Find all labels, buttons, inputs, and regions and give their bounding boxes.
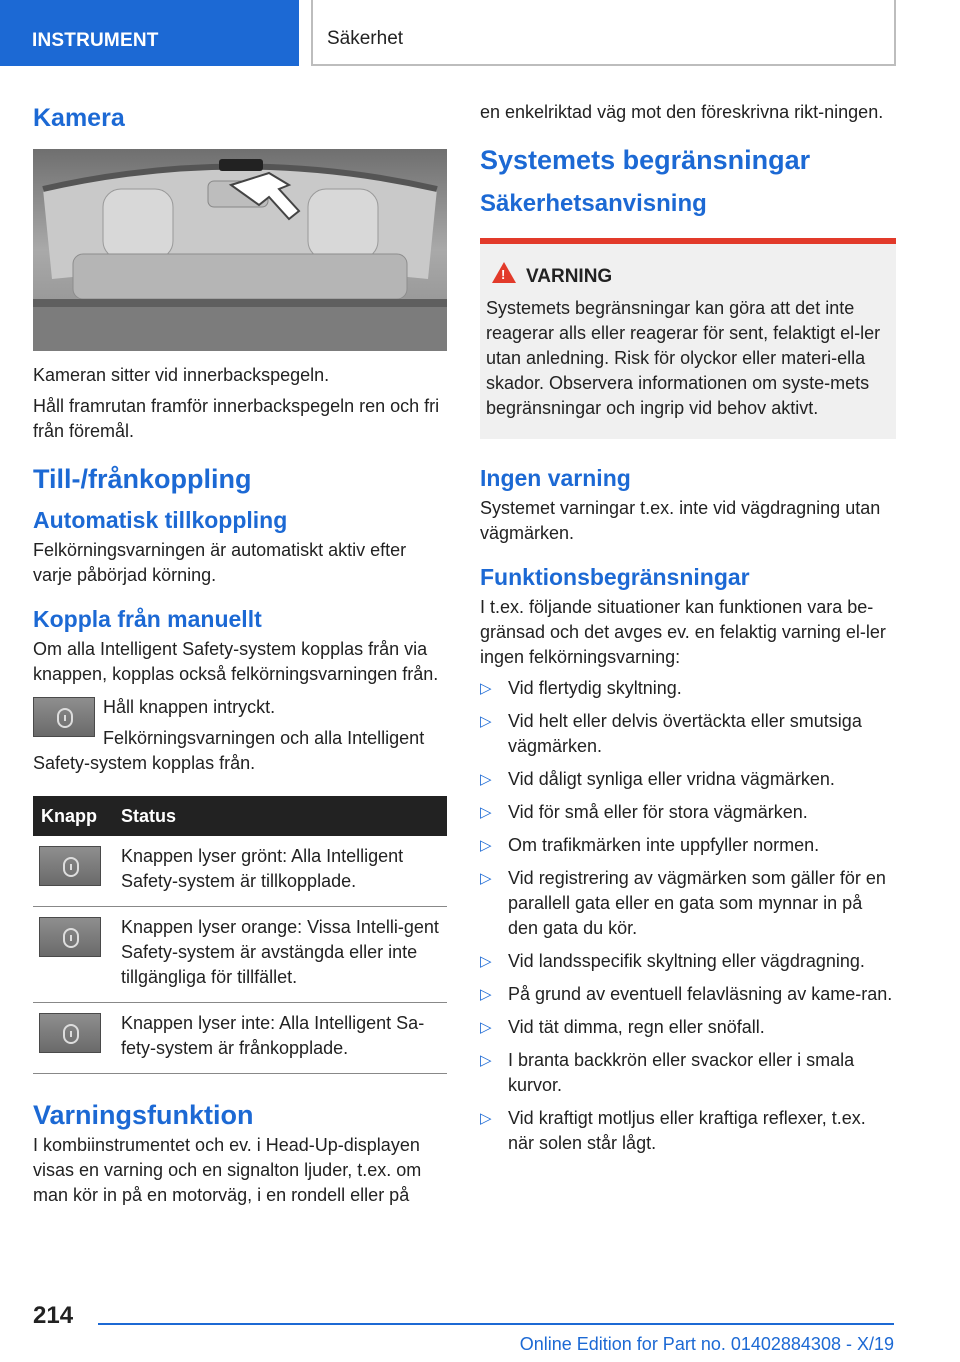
list-item: ▷ Vid tät dimma, regn eller snöfall. <box>480 1015 896 1040</box>
page-footer <box>0 1296 960 1362</box>
footer-divider <box>98 1323 894 1325</box>
status-table <box>33 796 447 1074</box>
bullet-marker-icon: ▷ <box>480 804 492 821</box>
manual-text: Om alla Intelligent Safety-system kopplas från via knappen, kopplas också felkörningsvarningen från. <box>33 639 439 684</box>
warning-triangle-icon <box>492 262 516 283</box>
bullet-marker-icon: ▷ <box>480 1052 492 1069</box>
list-item: ▷ I branta backkrön eller svackor eller i smala kurvor. <box>480 1050 855 1095</box>
status-cell: Knappen lyser grönt: Alla Intelligent Safety-system är tillkopplade. <box>113 836 447 907</box>
funk-heading: Funktionsbegränsningar <box>480 564 750 590</box>
table-row <box>33 907 447 1003</box>
warning-label: VARNING <box>526 266 613 287</box>
continued-text: en enkelriktad väg mot den föreskrivna rikt-ningen. <box>480 102 884 122</box>
warning-head <box>486 266 888 288</box>
section-tab[interactable]: INSTRUMENT <box>0 0 299 66</box>
bullet-marker-icon: ▷ <box>480 953 492 970</box>
hold-text-1: Håll knappen intryckt. <box>103 697 276 717</box>
hold-text-2: Felkörningsvarningen och alla Intelligent Safety-system kopplas från. <box>33 728 425 773</box>
col-status: Status <box>113 796 447 836</box>
list-item: ▷ Vid kraftigt motljus eller kraftiga reflexer, t.ex. när solen står lågt. <box>480 1108 866 1153</box>
status-cell: Knappen lyser orange: Vissa Intelli-gent Safety-system är avstängda eller inte tillgängliga för tillfället. <box>113 907 447 1003</box>
table-row <box>33 1003 447 1074</box>
manual-heading: Koppla från manuellt <box>33 606 262 632</box>
sys-heading: Systemets begränsningar <box>480 145 811 175</box>
list-item: ▷ Om trafikmärken inte uppfyller normen. <box>480 833 896 858</box>
bullet-marker-icon: ▷ <box>480 771 492 788</box>
left-column <box>33 100 447 1214</box>
limitation-list <box>480 676 896 1156</box>
list-item: ▷ Vid flertydig skyltning. <box>480 676 896 701</box>
kamera-text-1: Kameran sitter vid innerbackspegeln. <box>33 365 330 385</box>
bullet-marker-icon: ▷ <box>480 1110 492 1127</box>
list-item: ▷ På grund av eventuell felavläsning av kame-ran. <box>480 982 896 1007</box>
safety-button-orange-icon <box>39 917 101 957</box>
right-column <box>480 100 896 1164</box>
list-item: ▷ Vid landsspecifik skyltning eller vägdragning. <box>480 949 896 974</box>
edition-text: Online Edition for Part no. 01402884308 - X/19 <box>519 1334 894 1354</box>
list-item: ▷ Vid dåligt synliga eller vridna vägmärken. <box>480 767 896 792</box>
safety-button-off-icon <box>39 1013 101 1053</box>
funk-text: I t.ex. följande situationer kan funktionen vara be-gränsad och det avges ev. en felaktig varning el-ler ingen felkörningsvarning: <box>480 597 886 667</box>
ingen-heading: Ingen varning <box>480 465 631 491</box>
varning-text: I kombiinstrumentet och ev. i Head-Up-displayen visas en varning och en signalton ljuder, t.ex. om man kör in på en motorväg, i en rondell eller på <box>33 1135 422 1205</box>
chapter-tab[interactable]: Säkerhet <box>311 0 896 66</box>
page-header <box>0 0 960 66</box>
warning-box <box>480 238 896 439</box>
auto-text: Felkörningsvarningen är automatiskt aktiv efter varje påbörjad körning. <box>33 540 407 585</box>
sak-heading: Säkerhetsanvisning <box>480 190 707 217</box>
button-instruction <box>33 695 447 720</box>
col-knapp: Knapp <box>33 796 113 836</box>
bullet-marker-icon: ▷ <box>480 713 492 730</box>
page-number: 214 <box>33 1302 74 1329</box>
kamera-text-2: Håll framrutan framför innerbackspegeln ren och fri från föremål. <box>33 396 440 441</box>
status-cell: Knappen lyser inte: Alla Intelligent Sa-fety-system är frånkopplade. <box>113 1003 447 1074</box>
bullet-marker-icon: ▷ <box>480 680 492 697</box>
auto-heading: Automatisk tillkoppling <box>33 507 288 533</box>
warning-text: Systemets begränsningar kan göra att det inte reagerar alls eller reagerar för sent, felaktigt el-ler utan anledning. Risk för olyckor eller materi-ella skador. Observera informationen om syste-mets begränsningar och ingrip vid behov aktivt. <box>486 298 881 418</box>
safety-button-green-icon <box>39 846 101 886</box>
list-item: ▷ Vid registrering av vägmärken som gäller för en parallell gata eller en gata som mynnar in på den gata du kör. <box>480 868 886 938</box>
camera-photo <box>33 149 447 351</box>
list-item: ▷ Vid för små eller för stora vägmärken. <box>480 800 896 825</box>
bullet-marker-icon: ▷ <box>480 870 492 887</box>
table-row <box>33 836 447 907</box>
kamera-heading: Kamera <box>33 104 125 132</box>
bullet-marker-icon: ▷ <box>480 986 492 1003</box>
till-heading: Till-/frånkoppling <box>33 464 252 494</box>
list-item: ▷ Vid helt eller delvis övertäckta eller smutsiga vägmärken. <box>480 711 862 756</box>
bullet-marker-icon: ▷ <box>480 837 492 854</box>
varning-heading: Varningsfunktion <box>33 1100 254 1130</box>
ingen-text: Systemet varningar t.ex. inte vid vägdragning utan vägmärken. <box>480 498 881 543</box>
bullet-marker-icon: ▷ <box>480 1019 492 1036</box>
safety-button-icon <box>33 697 95 737</box>
